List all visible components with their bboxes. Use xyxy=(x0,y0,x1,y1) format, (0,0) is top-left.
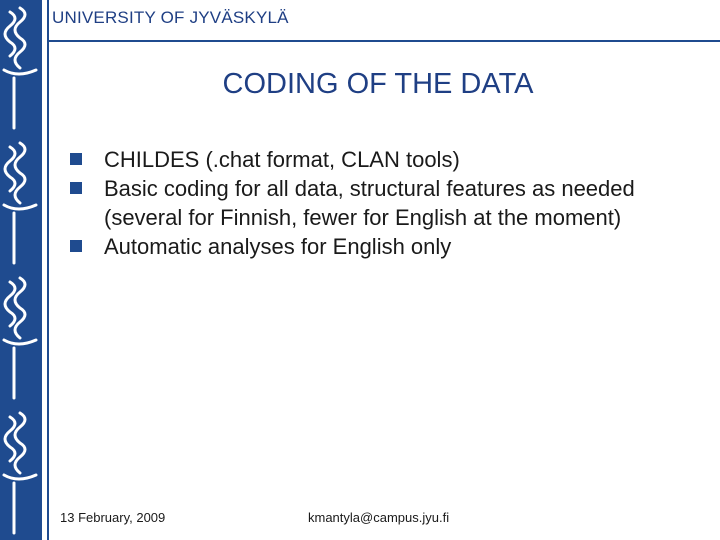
footer-date: 13 February, 2009 xyxy=(60,510,166,525)
bullet-text: Basic coding for all data, structural features as needed (several for Finnish, fewer for English at the moment) xyxy=(104,176,635,230)
bullet-text: CHILDES (.chat format, CLAN tools) xyxy=(104,147,460,172)
slide-title: CODING OF THE DATA xyxy=(222,68,534,100)
university-emblem-icon xyxy=(0,135,42,270)
bullet-text: Automatic analyses for English only xyxy=(104,234,452,259)
bullet-list xyxy=(70,145,710,261)
footer-email: kmantyla@campus.jyu.fi xyxy=(308,510,450,525)
header-divider xyxy=(47,40,720,42)
university-emblem-icon xyxy=(0,405,42,540)
university-name: UNIVERSITY OF JYVÄSKYLÄ xyxy=(52,8,289,27)
list-item xyxy=(70,145,710,174)
square-bullet-icon xyxy=(70,153,82,165)
university-emblem-icon xyxy=(0,270,42,405)
list-item xyxy=(70,232,710,261)
square-bullet-icon xyxy=(70,240,82,252)
square-bullet-icon xyxy=(70,182,82,194)
list-item xyxy=(70,174,710,232)
